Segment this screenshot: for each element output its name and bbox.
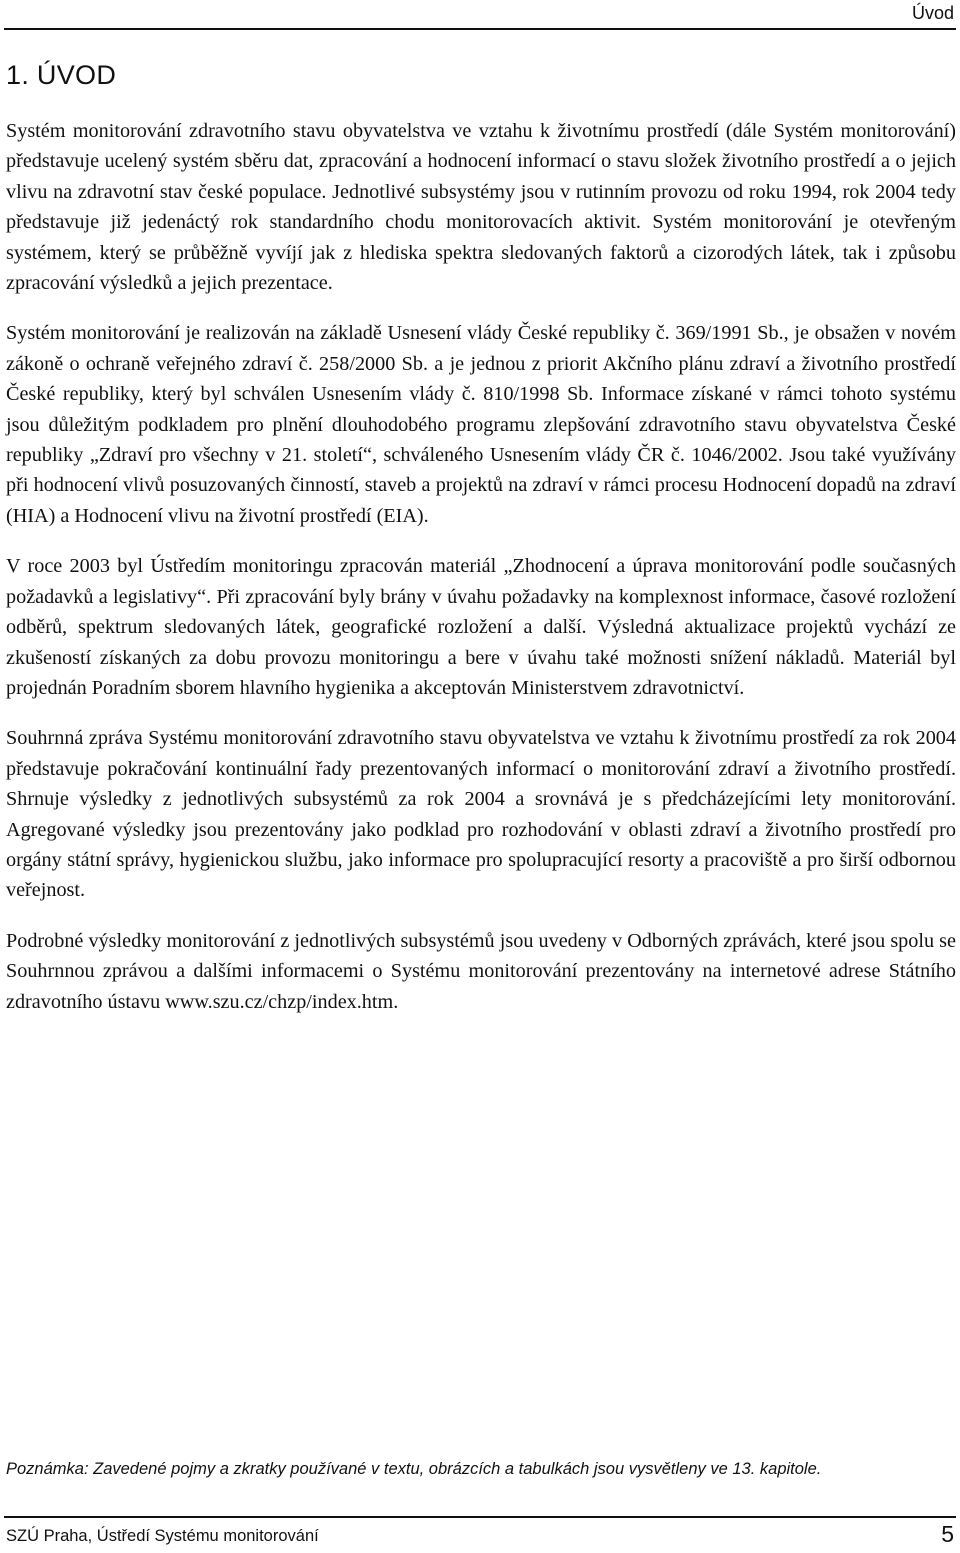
chapter-title: 1. ÚVOD: [6, 60, 117, 90]
paragraph-summary-report: Souhrnná zpráva Systému monitorování zdravotního stavu obyvatelstva ve vztahu k životnímu prostředí za rok 2004 představuje pokračování kontinuální řady prezentovaných informací o monitorování zdraví a životního prostředí. Shrnuje výsledky z jednotlivých subsystémů za rok 2004 a srovnává je s předcházejícími lety monitorování. Agregované výsledky jsou prezentovány jako podklad pro rozhodování v oblasti zdraví a životního prostředí pro orgány státní správy, hygienickou službu, jako informace pro spolupracující resorty a pracoviště a pro širší odbornou veřejnost.: [6, 727, 956, 902]
header-rule: [4, 28, 956, 30]
paragraph-legal-basis: Systém monitorování je realizován na základě Usnesení vlády České republiky č. 369/1991 Sb., je obsažen v novém zákoně o ochraně veřejného zdraví č. 258/2000 Sb. a je jednou z priorit Akčního plánu zdraví a životního prostředí České republiky, který byl schválen Usnesením vlády č. 810/1998 Sb. Informace získané v rámci tohoto systému jsou důležitým podkladem pro plnění dlouhodobého programu zlepšování zdravotního stavu obyvatelstva České republiky „Zdraví pro všechny v 21. století“, schváleného Usnesením vlády ČR č. 1046/2002. Jsou také využívány při hodnocení vlivů posuzovaných činností, staveb a projektů na zdraví v rámci procesu Hodnocení dopadů na zdraví (HIA) a Hodnocení vlivu na životní prostředí (EIA).: [6, 322, 956, 527]
footnote: Poznámka: Zavedené pojmy a zkratky používané v textu, obrázcích a tabulkách jsou vysvětleny ve 13. kapitole.: [6, 1460, 822, 1478]
page-number: 5: [941, 1521, 954, 1547]
paragraph-detailed-results: Podrobné výsledky monitorování z jednotlivých subsystémů jsou uvedeny v Odborných zprávách, které jsou spolu se Souhrnnou zprávou a dalšími informacemi o Systému monitorování prezentovány na internetové adrese Státního zdravotního ústavu www.szu.cz/chzp/index.htm.: [6, 929, 956, 1013]
footer-rule: [4, 1516, 956, 1518]
body-text: [6, 116, 956, 1037]
paragraph-intro: Systém monitorování zdravotního stavu obyvatelstva ve vztahu k životnímu prostředí (dále Systém monitorování) představuje ucelený systém sběru dat, zpracování a hodnocení informací o stavu složek životního prostředí a o jejich vlivu na zdravotní stav české populace. Jednotlivé subsystémy jsou v rutinním provozu od roku 1994, rok 2004 tedy představuje již jedenáctý rok standardního chodu monitorovacích aktivit. Systém monitorování je otevřeným systémem, který se průběžně vyvíjí jak z hlediska spektra sledovaných faktorů a cizorodých látek, tak i způsobu zpracování výsledků a jejich prezentace.: [6, 120, 956, 295]
footer-publisher: SZÚ Praha, Ústředí Systému monitorování: [6, 1527, 319, 1545]
paragraph-2003-evaluation: V roce 2003 byl Ústředím monitoringu zpracován materiál „Zhodnocení a úprava monitorování podle současných požadavků a legislativy“. Při zpracování byly brány v úvahu požadavky na komplexnost informace, časové rozložení odběrů, spektrum sledovaných látek, geografické rozložení a další. Výsledná aktualizace projektů vychází ze zkušeností získaných za dobu provozu monitoringu a bere v úvahu také možnosti snížení nákladů. Materiál byl projednán Poradním sborem hlavního hygienika a akceptován Ministerstvem zdravotnictví.: [6, 555, 956, 699]
running-header: Úvod: [911, 3, 954, 23]
